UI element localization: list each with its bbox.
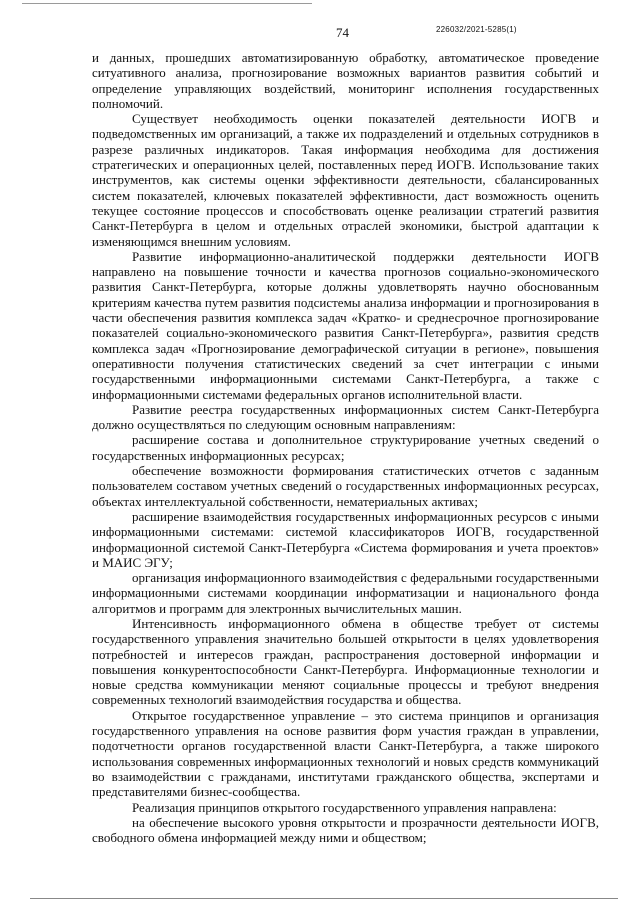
paragraph-continuation: и данных, прошедших автоматизированную обработку, автоматическое проведение ситуативного анализа, прогнозирование возможных вариантов развития событий и определение управляющих воздействий, мониторинг исполнения государственных полномочий. <box>92 50 599 111</box>
paragraph-principles-intro: Реализация принципов открытого государственного управления направлена: <box>132 799 557 815</box>
paragraph-analytics-support: Развитие информационно-аналитической поддержки деятельности ИОГВ направлено на повышение точности и качества прогнозов социально-экономического развития Санкт-Петербурга, которые должны удовлетворять научно обоснованным критериям качества путем развития подсистемы анализа информации и прогнозирования в части обеспечения развития комплекса задач «Кратко- и среднесрочное прогнозирование показателей социально-экономического развития Санкт-Петербурга», развития средств комплекса задач «Прогнозирование демографической ситуации в регионе», повышения оперативности получения статистических сведений за счет интеграции с иными государственными информационными системами Санкт-Петербурга, а также с информационными системами федеральных органов исполнительной власти. <box>92 248 599 402</box>
list-item-statistical-reports: обеспечение возможности формирования статистических отчетов с заданным пользователем составом учетных сведений о государственных информационных ресурсах, объектах интеллектуальной собственности, нематериальных активах; <box>92 463 599 509</box>
top-rule-line <box>22 3 312 4</box>
list-item-transparency: на обеспечение высокого уровня открытости и прозрачности деятельности ИОГВ, свободного обмена информацией между ними и обществом; <box>92 814 599 846</box>
bottom-rule-line <box>30 898 618 899</box>
paragraph-information-exchange: Интенсивность информационного обмена в обществе требует от системы государственного управления значительно большей открытости в целях удовлетворения потребностей и интересов граждан, распространения достоверной информации и повышения конкурентоспособности Санкт-Петербурга. Информационные технологии и новые средства коммуникации меняют социальные процессы и требуют внедрения современных технологий взаимодействия государства и общества. <box>92 615 599 708</box>
paragraph-open-government: Открытое государственное управление – это система принципов и организация государственного управления на основе развития форм участия граждан в управлении, подотчетности органов государственной власти Санкт-Петербурга, а также широкого использования современных информационных технологий и новых средств коммуникаций во взаимодействии с гражданами, институтами гражданского общества, экспертами и представителями бизнес-сообщества. <box>92 707 599 800</box>
document-id-stamp: 226032/2021-5285(1) <box>436 25 517 34</box>
paragraph-registry-development: Развитие реестра государственных информационных систем Санкт-Петербурга должно осуществляться по следующим основным направлениям: <box>92 401 599 433</box>
list-item-interaction-expansion: расширение взаимодействия государственных информационных ресурсов с иными информационными системами: системой классификаторов ИОГВ, государственной информационной системой Санкт-Петербурга «Система формирования и учета проектов» и МАИС ЭГУ; <box>92 508 599 570</box>
page-number: 74 <box>336 25 349 40</box>
paragraph-performance-evaluation: Существует необходимость оценки показателей деятельности ИОГВ и подведомственных им организаций, а также их подразделений и отдельных сотрудников в разрезе различных индикаторов. Такая информация необходима для достижения стратегических и операционных целей, поставленных перед ИОГВ. Использование таких инструментов, как системы оценки эффективности деятельности, сбалансированных систем показателей, ключевых показателей эффективности, даст возможность оценить текущее состояние процессов и способствовать оценке реализации стратегий развития Санкт-Петербурга в целом и отдельных отраслей экономики, быстрой адаптации к изменяющимся внешним условиям. <box>92 111 599 249</box>
list-item-registry-expansion: расширение состава и дополнительное структурирование учетных сведений о государственных информационных ресурсах; <box>92 432 599 463</box>
document-body <box>92 50 599 845</box>
list-item-federal-interaction: организация информационного взаимодействия с федеральными государственными информационными системами координации информатизации и национального фонда алгоритмов и программ для электронных вычислительных машин. <box>92 570 599 616</box>
